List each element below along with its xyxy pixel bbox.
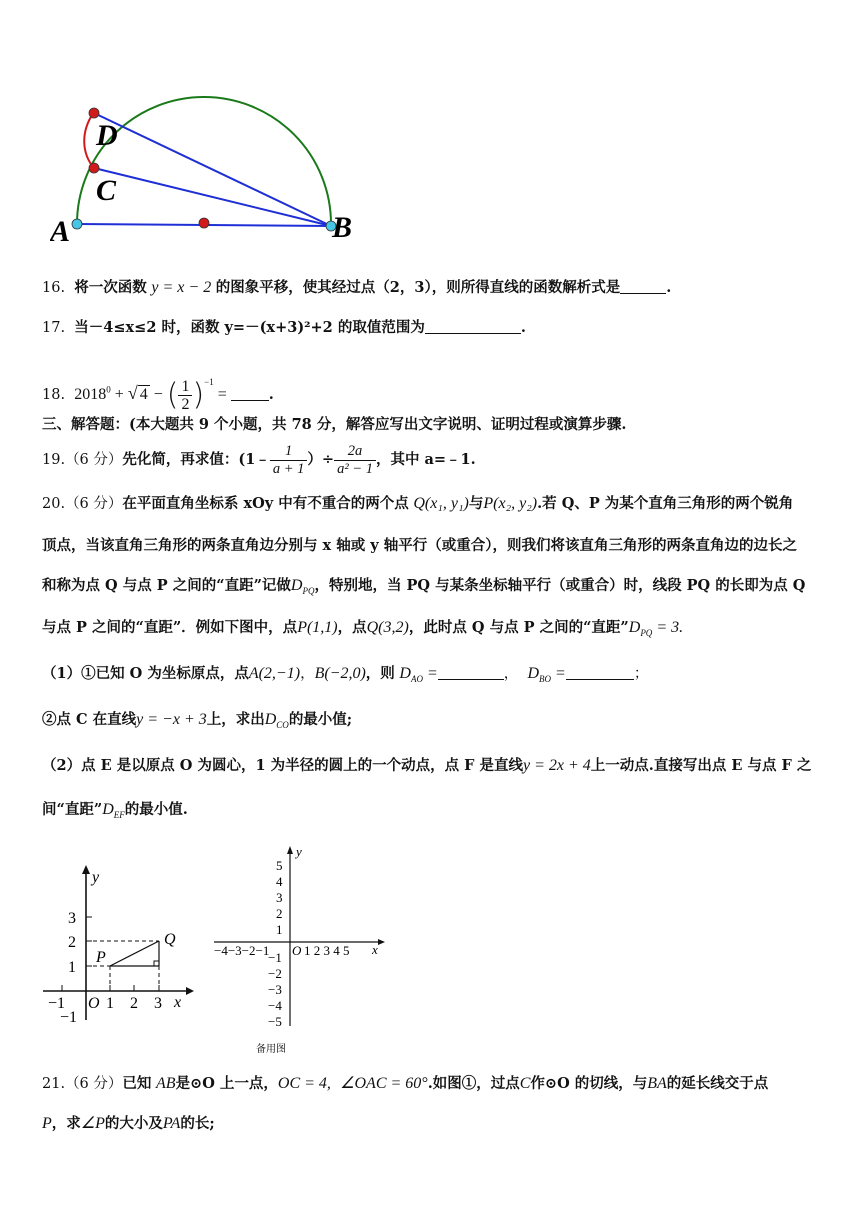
fig2-x-ticks-neg: −4−3−2−1 <box>214 943 270 958</box>
q18-base: 2018 <box>74 386 107 403</box>
svg-text:1: 1 <box>68 959 76 976</box>
segment-cb <box>94 168 331 226</box>
q16-num: 16. <box>42 280 66 296</box>
q20-def: $D_{EF}$ <box>102 801 125 821</box>
coordinate-figure-spare <box>206 842 396 1057</box>
q18-num: 18. <box>42 387 66 403</box>
q21-l2d: 的长; <box>180 1115 215 1132</box>
q16-mid: 的图象平移，使其经过点（2，3），则所得直线的函数解析式是 <box>215 279 621 296</box>
label-d: D <box>96 119 118 152</box>
question-20-line-4 <box>42 618 683 643</box>
question-17 <box>42 318 526 338</box>
q18-sqrt-icon: √ <box>127 383 138 403</box>
semicircle-figure <box>50 88 370 248</box>
point-a <box>72 219 82 229</box>
q20-l4a: 与点 P 之间的“直距”．例如下图中，点 <box>42 619 298 636</box>
question-21-line-1 <box>42 1074 768 1094</box>
svg-text:3: 3 <box>154 995 162 1012</box>
q19-pre: 先化简，再求值：(1﹣ <box>122 451 270 468</box>
fig1-y-label: y <box>92 869 100 886</box>
q20-line1: y = −x + 3 <box>136 711 207 728</box>
svg-text:−1: −1 <box>48 995 66 1012</box>
q19-div: ）÷ <box>307 451 335 468</box>
q20-p4a: 间“直距” <box>42 801 103 818</box>
svg-text:−1: −1 <box>60 1009 78 1026</box>
q20-l3b: ，特别地，当 PQ 与某条坐标轴平行（或重合）时，线段 PQ 的长即为点 Q <box>314 577 806 594</box>
q20-p3a: （2）点 E 是以原点 O 为圆心，1 为半径的圆上的一个动点，点 F 是直线 <box>42 757 523 774</box>
q20-l1a: 在平面直角坐标系 xOy 中有不重合的两个点 <box>122 495 409 512</box>
label-a: A <box>50 215 71 248</box>
q20-score: （6 分） <box>65 496 123 512</box>
q20-p1a: （1）①已知 O 为坐标原点，点 <box>42 665 249 682</box>
q21-ba: BA <box>647 1075 667 1092</box>
q20-point-p: P(x₂, y₂) <box>483 495 538 512</box>
svg-text:−3: −3 <box>268 982 282 997</box>
q21-l1a: 已知 <box>122 1075 152 1092</box>
question-20-part-1: （1）①已知 O 为坐标原点，点A(2,−1)，B(−2,0)，则 $D_{AO}$ = ， $D_{BO}$ = ； <box>42 665 649 685</box>
fig2-caption: 备用图 <box>256 1044 286 1055</box>
fig2-origin: O <box>292 943 302 958</box>
q21-l1c: .如图①，过点 <box>427 1075 520 1092</box>
q17-text: 当－4≤x≤2 时，函数 y=－(x+3)²+2 的取值范围为 <box>74 319 425 336</box>
svg-text:−2: −2 <box>268 966 282 981</box>
point-center <box>199 218 209 228</box>
q20-l4b: ，点 <box>337 619 367 636</box>
q20-dao: $D_{AO}$ = <box>399 665 438 685</box>
q20-p2a: ②点 C 在直线 <box>42 711 137 728</box>
question-20-line-1 <box>42 494 793 514</box>
q20-point-a: A(2,−1) <box>248 665 301 682</box>
svg-text:−5: −5 <box>268 1014 282 1029</box>
q16-pre: 将一次函数 <box>74 279 147 296</box>
red-arc-dc <box>84 112 94 168</box>
q20-dbo-blank[interactable] <box>566 665 634 680</box>
q21-l1d: 作⊙O 的切线，与 <box>530 1075 648 1092</box>
q20-p4b: 的最小值. <box>124 801 188 818</box>
q21-ab: AB <box>156 1075 176 1092</box>
q20-dco: $D_{CO}$ <box>264 711 289 731</box>
question-21-line-2 <box>42 1114 215 1134</box>
question-20-part-1-2 <box>42 710 352 735</box>
q19-fraction-2: $\frac{2a}{\text{a² − 1}}$ <box>334 443 376 478</box>
q21-l1b: 是⊙O 上一点， <box>175 1075 278 1092</box>
q20-p11: P(1,1) <box>297 619 338 636</box>
question-19 <box>42 440 476 480</box>
coordinate-figure-example <box>38 860 198 1030</box>
svg-text:2: 2 <box>130 995 138 1012</box>
fig1-label-p: P <box>96 949 106 966</box>
q21-l2c: 的大小及 <box>104 1115 163 1132</box>
q20-l4c: ，此时点 Q 与点 P 之间的“直距” <box>408 619 629 636</box>
q17-end: . <box>520 319 526 336</box>
question-18: 18. $2018^0$ + √ 4 − ( $\frac{1}{2}$ )$^{-1}$ = . <box>42 377 274 413</box>
q20-dbo: $D_{BO}$ = <box>527 665 566 685</box>
q17-answer-blank[interactable] <box>425 319 521 334</box>
q20-p2c: 的最小值; <box>288 711 353 728</box>
fig2-x-label: x <box>372 942 378 957</box>
q18-sqrt-arg: 4 <box>139 386 148 403</box>
q20-p1b: ，则 <box>365 665 395 682</box>
point-c <box>89 163 99 173</box>
q16-answer-blank[interactable] <box>620 279 666 294</box>
q16-end: . <box>666 279 672 296</box>
q20-l3a: 和称为点 Q 与点 P 之间的“直距”记做 <box>42 577 291 594</box>
q21-l1e: 的延长线交于点 <box>666 1075 769 1092</box>
svg-text:2: 2 <box>276 906 283 921</box>
fig1-x-label: x <box>174 994 182 1011</box>
svg-text:5: 5 <box>276 858 283 873</box>
question-20-part-2-b <box>42 800 188 825</box>
q18-answer-blank[interactable] <box>231 386 269 401</box>
fig2-y-label: y <box>296 844 302 859</box>
label-c: C <box>96 174 117 207</box>
q17-num: 17. <box>42 320 66 336</box>
q19-num: 19. <box>42 452 66 468</box>
q20-dpq-2: $D_{PQ} = 3$. <box>628 619 684 639</box>
q18-fraction: $\frac{1}{2}$ <box>178 378 192 413</box>
q21-angle-p: ∠P <box>80 1115 105 1132</box>
question-20-line-3 <box>42 576 805 601</box>
q20-p2b: 上，求出 <box>206 711 265 728</box>
svg-text:4: 4 <box>276 874 283 889</box>
question-20-part-2 <box>42 756 811 776</box>
svg-text:1: 1 <box>106 995 114 1012</box>
q18-plus: + <box>110 386 128 403</box>
q21-num: 21. <box>42 1076 66 1092</box>
fig1-origin: O <box>88 995 100 1012</box>
segment-pq <box>110 941 159 966</box>
q20-q32: Q(3,2) <box>366 619 409 636</box>
question-20-line-2: 顶点，当该直角三角形的两条直角边分别与 x 轴或 y 轴平行（或重合），则我们将该直角三角形的两条直角边的边长之 <box>42 537 798 554</box>
q19-score: （6 分） <box>65 452 123 468</box>
q19-post: ，其中 a=﹣1. <box>375 451 476 468</box>
q21-oc: OC = 4, <box>277 1075 331 1092</box>
q21-l2b: ，求 <box>51 1115 81 1132</box>
q18-end: . <box>268 386 274 403</box>
q19-fraction-1: $\frac{1}{a + 1}$ <box>270 443 308 478</box>
q21-p: P <box>42 1115 52 1132</box>
q21-pa: PA <box>162 1115 181 1132</box>
q20-point-q: Q(x₁, y₁) <box>413 495 469 512</box>
q16-formula: y = x − 2 <box>151 279 212 296</box>
q18-minus: − <box>149 386 167 403</box>
svg-text:3: 3 <box>276 890 283 905</box>
fig2-y-ticks <box>268 858 283 1029</box>
q20-dpq: $D_{PQ}$ <box>290 577 315 597</box>
q21-angle: ∠OAC = 60° <box>340 1075 428 1092</box>
q18-eq: = <box>213 386 227 403</box>
fig2-x-ticks-pos: 1 2 3 4 5 <box>304 943 350 958</box>
svg-text:3: 3 <box>68 910 76 927</box>
fig1-label-q: Q <box>164 931 176 948</box>
svg-text:−4: −4 <box>268 998 282 1013</box>
svg-text:1: 1 <box>276 922 283 937</box>
q20-dao-blank[interactable] <box>438 665 504 680</box>
q20-num: 20. <box>42 496 66 512</box>
question-16 <box>42 278 671 298</box>
svg-text:−1: −1 <box>268 950 282 965</box>
q21-score: （6 分） <box>65 1076 123 1092</box>
svg-text:2: 2 <box>68 934 76 951</box>
q18-exp-neg1: −1 <box>204 377 214 387</box>
section-3-heading: 三、解答题：(本大题共 9 个小题，共 78 分，解答应写出文字说明、证明过程或演算步骤. <box>42 416 627 433</box>
q20-l1c: .若 Q、P 为某个直角三角形的两个锐角 <box>537 495 794 512</box>
q20-l1b: 与 <box>468 495 484 512</box>
q20-p3b: 上一动点.直接写出点 E 与点 F 之 <box>590 757 812 774</box>
q20-line2: y = 2x + 4 <box>523 757 591 774</box>
q21-c: C <box>519 1075 531 1092</box>
q18-exp0: 0 <box>106 384 111 395</box>
segment-db <box>94 113 331 226</box>
label-b: B <box>332 211 353 244</box>
q20-point-b: B(−2,0) <box>314 665 366 682</box>
point-d <box>89 108 99 118</box>
